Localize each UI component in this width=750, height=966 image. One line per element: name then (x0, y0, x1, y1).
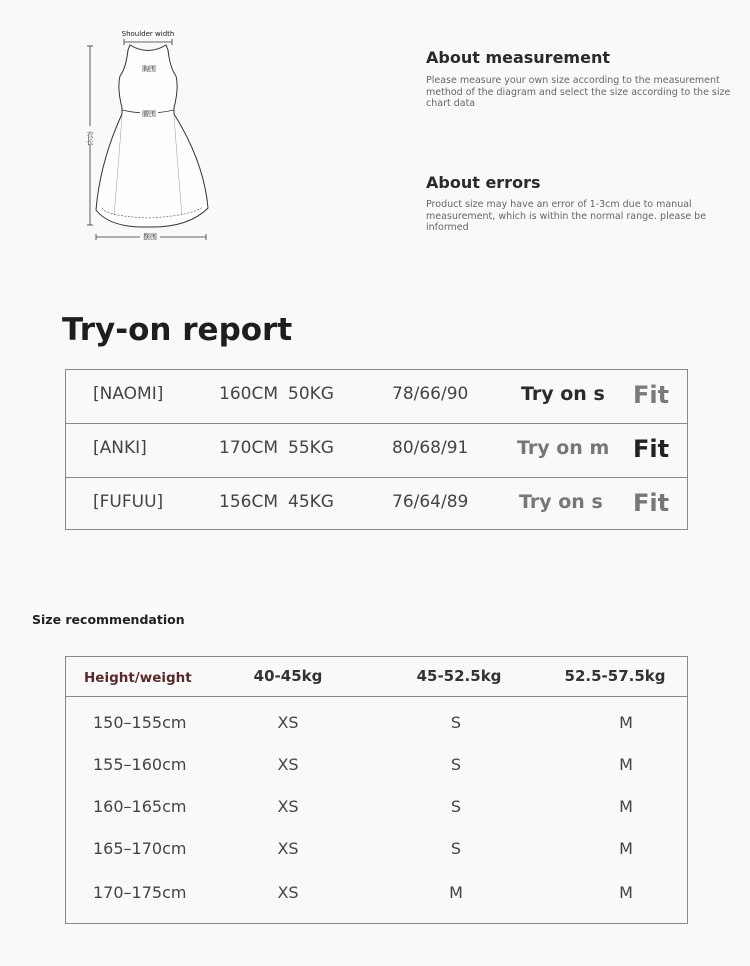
tryon-size: Try on s (521, 383, 605, 405)
tryon-name: [NAOMI] (93, 384, 164, 404)
tryon-measurements: 78/66/90 (392, 384, 469, 404)
size-row-height: 150–155cm (93, 713, 187, 732)
size-row-height: 170–175cm (93, 883, 187, 902)
size-cell: S (450, 797, 462, 816)
tryon-row (66, 370, 687, 423)
shoulder-width-marker (122, 30, 175, 45)
tryon-fit: Fit (633, 435, 670, 463)
hem-label: 摆围 (143, 233, 157, 241)
tryon-measurements: 80/68/91 (392, 438, 469, 458)
size-cell: M (619, 883, 633, 902)
size-recommendation-title: Size recommendation (32, 612, 185, 627)
tryon-name: [FUFUU] (93, 492, 164, 512)
header-weight-range-text: 45-52.5kg (416, 667, 502, 685)
tryon-height: 156CM (219, 492, 278, 512)
shoulder-width-label: Shoulder width (121, 30, 175, 38)
size-row-height: 160–165cm (93, 797, 187, 816)
tryon-height: 160CM (219, 384, 278, 404)
tryon-row (66, 477, 687, 531)
about-errors-title: About errors (426, 173, 541, 192)
size-cell: M (619, 839, 633, 858)
size-cell: M (619, 797, 633, 816)
tryon-row (66, 423, 687, 477)
tryon-report-title: Try-on report (62, 312, 293, 348)
about-measurement-title: About measurement (426, 48, 610, 67)
size-row (66, 839, 687, 869)
tryon-weight: 55KG (288, 438, 334, 458)
about-measurement-text: Please measure your own size according to the measurement method of the diagram and select the size according to the size chart data (426, 75, 731, 109)
size-row (66, 713, 687, 743)
header-weight-range-text: 52.5-57.5kg (564, 667, 666, 685)
tryon-fit: Fit (633, 381, 670, 409)
size-cell: M (449, 883, 463, 902)
size-recommendation-table (65, 656, 688, 924)
tryon-size: Try on m (517, 437, 610, 459)
size-cell: M (619, 755, 633, 774)
tryon-name: [ANKI] (93, 438, 147, 458)
tryon-weight: 50KG (288, 384, 334, 404)
size-cell: XS (277, 883, 299, 902)
size-cell: XS (277, 839, 299, 858)
size-row (66, 797, 687, 827)
size-cell: XS (277, 755, 299, 774)
hem-marker (96, 231, 206, 241)
length-marker (84, 46, 96, 225)
size-cell: S (450, 839, 462, 858)
tryon-height: 170CM (219, 438, 278, 458)
size-cell: XS (277, 713, 299, 732)
size-row (66, 883, 687, 913)
size-cell: S (450, 713, 462, 732)
tryon-weight: 45KG (288, 492, 334, 512)
tryon-measurements: 76/64/89 (392, 492, 469, 512)
length-label: 衣长 (86, 131, 94, 145)
size-row-height: 155–160cm (93, 755, 187, 774)
size-cell: M (619, 713, 633, 732)
tryon-size: Try on s (519, 491, 603, 513)
tryon-report-table (65, 369, 688, 530)
waist-label: 腰围 (142, 110, 156, 118)
size-cell: S (450, 755, 462, 774)
size-row (66, 755, 687, 785)
bust-label: 胸围 (142, 65, 156, 73)
header-weight-range-text: 40-45kg (253, 667, 323, 685)
tryon-fit: Fit (633, 489, 670, 517)
size-cell: XS (277, 797, 299, 816)
header-height-weight: Height/weight (84, 670, 192, 686)
size-row-height: 165–170cm (93, 839, 187, 858)
header-divider (66, 696, 687, 697)
dress-outline-icon (78, 30, 218, 245)
about-errors-text: Product size may have an error of 1-3cm due to manual measurement, which is within the normal range. please be informed (426, 199, 707, 233)
